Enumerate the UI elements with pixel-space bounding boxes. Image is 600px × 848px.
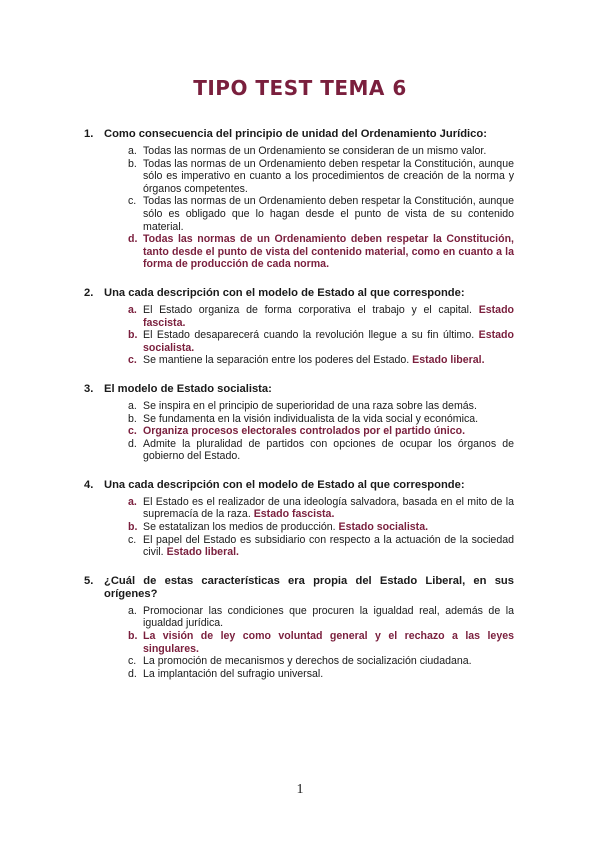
option-text: El papel del Estado es subsidiario con respecto a la actuación de la sociedad civil. xyxy=(143,533,514,559)
option-letter: c. xyxy=(128,425,137,438)
option-text: Se fundamenta en la visión individualista de la vida social y económica. xyxy=(143,412,479,425)
option-letter: b. xyxy=(128,630,138,643)
option-letter: b. xyxy=(128,412,137,425)
option-letter: b. xyxy=(128,157,137,170)
question-text: ¿Cuál de estas características era propia del Estado Liberal, en sus orígenes? xyxy=(104,574,514,600)
option-letter: a. xyxy=(128,604,137,617)
option-text: El Estado es el realizador de una ideología salvadora, basada en el mito de la supremacía de la raza. xyxy=(143,495,514,521)
option-a xyxy=(128,304,514,329)
option-letter: b. xyxy=(128,521,138,534)
question-1 xyxy=(84,128,514,271)
option-b xyxy=(128,521,514,534)
option-letter: b. xyxy=(128,329,138,342)
question-number: 3. xyxy=(84,382,94,395)
answer-label: Estado liberal. xyxy=(166,546,239,559)
option-d xyxy=(128,668,514,681)
option-text: La implantación del sufragio universal. xyxy=(143,667,324,680)
answer-label: Estado socialista. xyxy=(143,329,514,354)
option-d xyxy=(128,438,514,463)
option-text: Todas las normas de un Ordenamiento deben respetar la Constitución, aunque sólo es obligado que lo hagan desde el punto de vista de su contenido material. xyxy=(143,195,514,233)
answer-label: Estado liberal. xyxy=(412,354,485,367)
test-document xyxy=(84,128,514,696)
option-text: Promocionar las condiciones que procuren la igualdad real, además de la igualdad jurídica. xyxy=(143,604,514,630)
option-b-correct xyxy=(128,630,514,655)
option-text: Se estatalizan los medios de producción. xyxy=(143,521,336,534)
option-letter: a. xyxy=(128,495,137,508)
option-text: Todas las normas de un Ordenamiento deben respetar la Constitución, aunque sólo es imperativo en cuanto a los procedimientos de creación de la norma y órganos competentes. xyxy=(143,157,514,195)
option-letter: a. xyxy=(128,145,137,157)
option-b xyxy=(128,413,514,426)
option-text: Organiza procesos electorales controlados por el partido único. xyxy=(143,425,466,438)
question-text: Una cada descripción con el modelo de Estado al que corresponde: xyxy=(104,478,465,491)
question-text: Una cada descripción con el modelo de Estado al que corresponde: xyxy=(104,286,465,299)
option-b xyxy=(128,329,514,354)
option-text: Todas las normas de un Ordenamiento se consideran de un mismo valor. xyxy=(143,145,487,157)
option-letter: a. xyxy=(128,399,137,412)
option-a xyxy=(128,496,514,521)
option-letter: d. xyxy=(128,233,138,246)
option-c xyxy=(128,534,514,559)
option-text: El Estado organiza de forma corporativa el trabajo y el capital. xyxy=(143,303,472,316)
option-a xyxy=(128,400,514,413)
option-letter: c. xyxy=(128,195,137,208)
option-text: La promoción de mecanismos y derechos de socialización ciudadana. xyxy=(143,655,472,668)
question-2 xyxy=(84,287,514,367)
option-d-correct xyxy=(128,233,514,271)
option-text: El Estado desaparecerá cuando la revolución llegue a su fin último. xyxy=(143,329,475,342)
option-letter: c. xyxy=(128,655,137,668)
question-number: 4. xyxy=(84,478,94,491)
option-c xyxy=(128,655,514,668)
question-text: Como consecuencia del principio de unidad del Ordenamiento Jurídico: xyxy=(104,128,487,140)
option-a xyxy=(128,605,514,630)
question-3 xyxy=(84,383,514,463)
option-text: Todas las normas de un Ordenamiento deben respetar la Constitución, tanto desde el punto de vista del contenido material, como en cuanto a la forma de producción de cada norma. xyxy=(143,233,514,271)
question-5 xyxy=(84,575,514,681)
option-c xyxy=(128,195,514,233)
page-title: TIPO TEST TEMA 6 xyxy=(193,76,407,100)
option-letter: c. xyxy=(128,354,137,367)
question-number: 2. xyxy=(84,286,94,299)
answer-label: Estado fascista. xyxy=(143,303,515,329)
question-text: El modelo de Estado socialista: xyxy=(104,382,272,395)
option-text: Se inspira en el principio de superioridad de una raza sobre las demás. xyxy=(143,399,477,412)
option-letter: c. xyxy=(128,533,137,546)
answer-label: Estado fascista. xyxy=(253,508,335,521)
question-number: 1. xyxy=(84,128,94,140)
question-number: 5. xyxy=(84,574,94,587)
option-text: Se mantiene la separación entre los poderes del Estado. xyxy=(143,354,410,367)
option-text: La visión de ley como voluntad general y el rechazo a las leyes singulares. xyxy=(143,630,514,655)
page-number: 1 xyxy=(296,782,304,797)
option-letter: d. xyxy=(128,667,137,680)
question-4 xyxy=(84,479,514,559)
answer-label: Estado socialista. xyxy=(338,521,429,534)
option-b xyxy=(128,158,514,196)
option-letter: a. xyxy=(128,303,137,316)
option-letter: d. xyxy=(128,437,137,450)
option-text: Admite la pluralidad de partidos con opciones de ocupar los órganos de gobierno del Estado. xyxy=(143,437,514,463)
option-c-correct xyxy=(128,425,514,438)
option-c xyxy=(128,354,514,367)
option-a xyxy=(128,145,514,158)
